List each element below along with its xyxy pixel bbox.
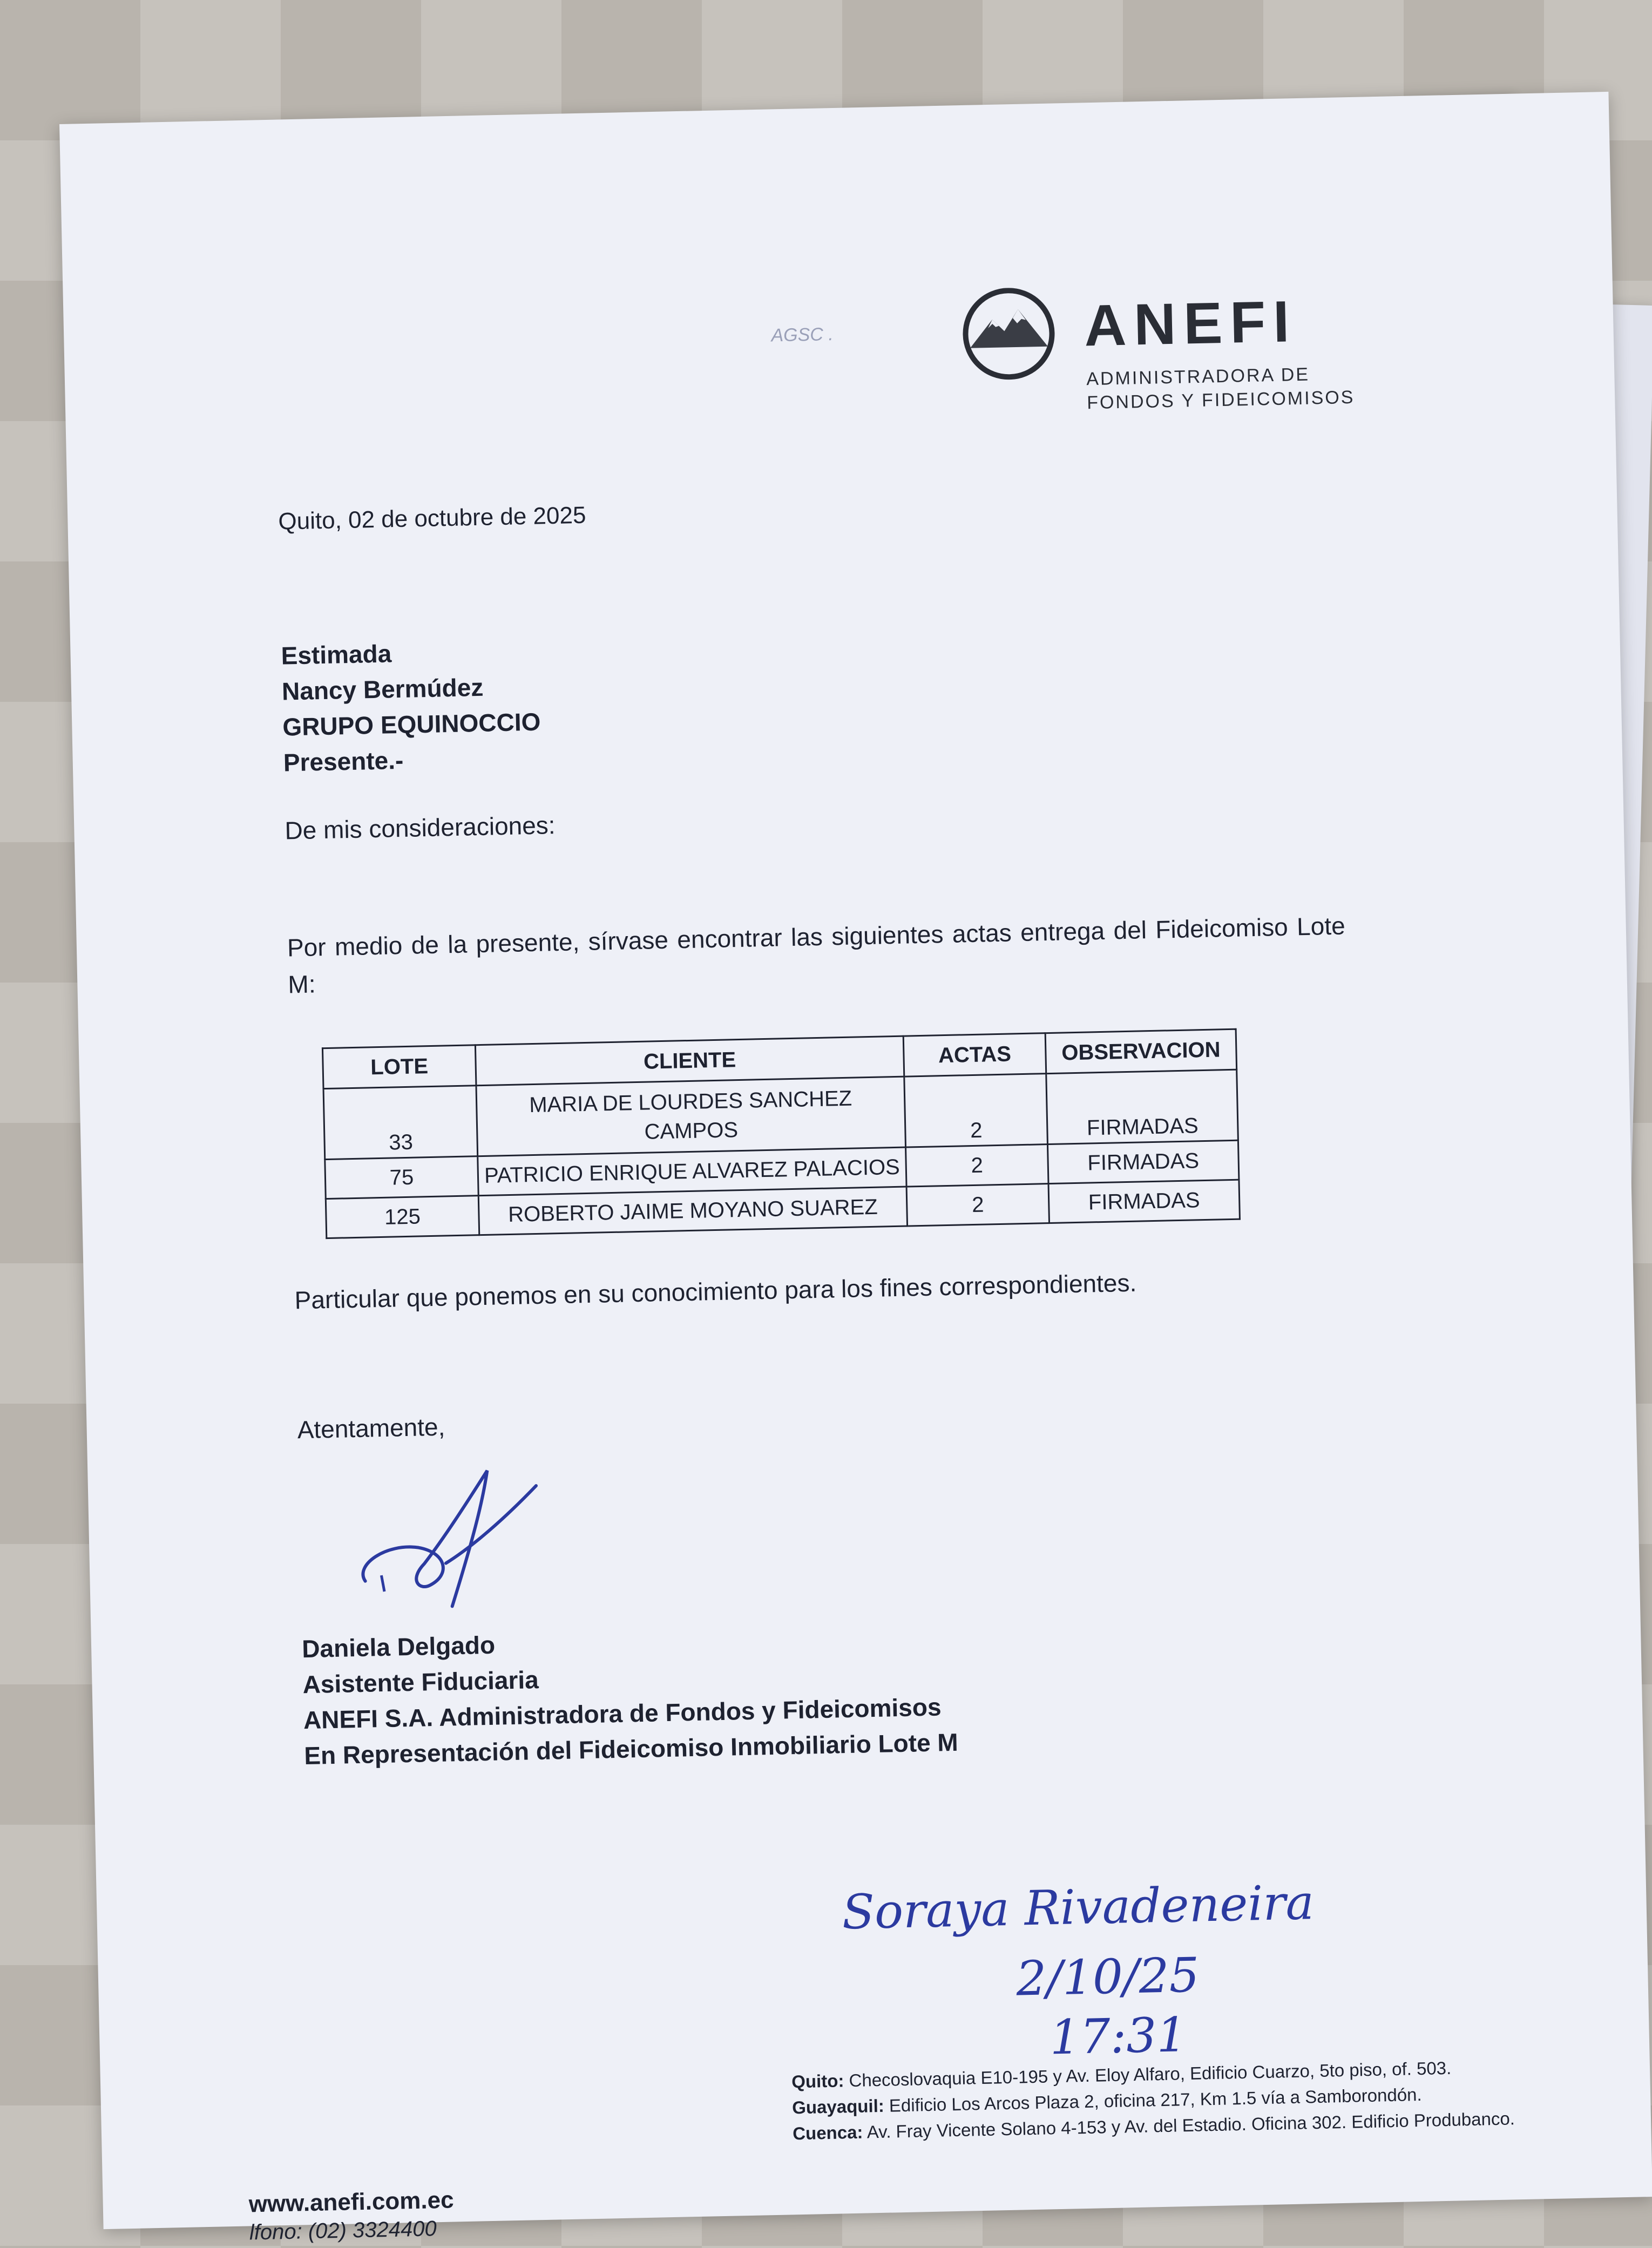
letter-date: Quito, 02 de octubre de 2025: [277, 502, 586, 535]
mountain-logo-icon: [954, 287, 1064, 381]
brand-subtitle-line2: FONDOS Y FIDEICOMISOS: [1086, 387, 1355, 414]
footer-cuenca-address: Av. Fray Vicente Solano 4-153 y Av. del Estadio. Oficina 302. Edificio Produbanco.: [866, 2108, 1515, 2142]
cell-actas: 2: [906, 1145, 1048, 1187]
letter-page: [59, 92, 1652, 2245]
cell-actas: 2: [906, 1184, 1049, 1226]
addressee-line: Nancy Bermúdez: [281, 673, 484, 706]
cell-lote: 33: [323, 1086, 478, 1160]
addressee-block: [281, 633, 541, 781]
top-scribble: AGSC .: [771, 324, 834, 346]
cell-cliente: PATRICIO ENRIQUE ALVAREZ PALACIOS: [478, 1147, 906, 1196]
cell-lote: 75: [325, 1156, 478, 1199]
signer-title: Asistente Fiduciaria: [302, 1665, 539, 1699]
header-lote: LOTE: [322, 1045, 476, 1089]
header-observacion: OBSERVACION: [1045, 1029, 1236, 1073]
greeting: De mis consideraciones:: [284, 811, 556, 845]
regards: Atentamente,: [297, 1412, 445, 1444]
addressee-line: Estimada: [281, 639, 392, 670]
cell-actas: 2: [904, 1074, 1048, 1147]
brand-subtitle: [1086, 362, 1355, 415]
cell-cliente: MARIA DE LOURDES SANCHEZ CAMPOS: [476, 1076, 906, 1156]
footer-quito-label: Quito:: [791, 2070, 844, 2092]
cell-observacion: FIRMADAS: [1047, 1140, 1238, 1183]
footer-guayaquil-address: Edificio Los Arcos Plaza 2, oficina 217, Km 1.5 vía a Samborondón.: [889, 2084, 1422, 2116]
signature-scribble-icon: [341, 1453, 572, 1630]
footer-website: www.anefi.com.ec: [248, 2186, 455, 2218]
header-actas: ACTAS: [903, 1033, 1046, 1076]
footer-addresses: [791, 2054, 1515, 2147]
addressee-line: GRUPO EQUINOCCIO: [282, 707, 541, 741]
footer-cuenca-label: Cuenca:: [792, 2122, 863, 2144]
brand-subtitle-line1: ADMINISTRADORA DE: [1086, 364, 1310, 390]
closing-line: Particular que ponemos en su conocimiento para los fines correspondientes.: [294, 1268, 1137, 1315]
signer-name: Daniela Delgado: [301, 1630, 496, 1663]
handwritten-date: 2/10/25: [1015, 1947, 1200, 2007]
cell-observacion: FIRMADAS: [1048, 1180, 1240, 1223]
signer-representation: En Representación del Fideicomiso Inmobiliario Lote M: [303, 1728, 959, 1770]
addressee-line: Presente.-: [283, 746, 404, 777]
signer-block: [302, 1617, 959, 1773]
footer-quito-address: Checoslovaquia E10-195 y Av. Eloy Alfaro, Edificio Cuarzo, 5to piso, of. 503.: [849, 2057, 1452, 2091]
body-paragraph: Por medio de la presente, sírvase encontrar las siguientes actas entrega del Fideicomiso Lote M:: [287, 911, 1346, 999]
cell-lote: 125: [326, 1196, 479, 1238]
footer-guayaquil-label: Guayaquil:: [791, 2095, 885, 2118]
footer-phone: lfono: (02) 3324400: [249, 2217, 437, 2245]
cell-cliente: ROBERTO JAIME MOYANO SUAREZ: [478, 1187, 907, 1235]
cell-observacion: FIRMADAS: [1046, 1069, 1238, 1144]
handwritten-name: Soraya Rivadeneira: [841, 1874, 1315, 1940]
actas-table: [322, 1028, 1241, 1239]
header-cliente: CLIENTE: [475, 1036, 904, 1086]
brand-name: ANEFI: [1083, 288, 1298, 358]
handwritten-time: 17:31: [1049, 2007, 1188, 2066]
signer-company: ANEFI S.A. Administradora de Fondos y Fideicomisos: [303, 1692, 942, 1735]
